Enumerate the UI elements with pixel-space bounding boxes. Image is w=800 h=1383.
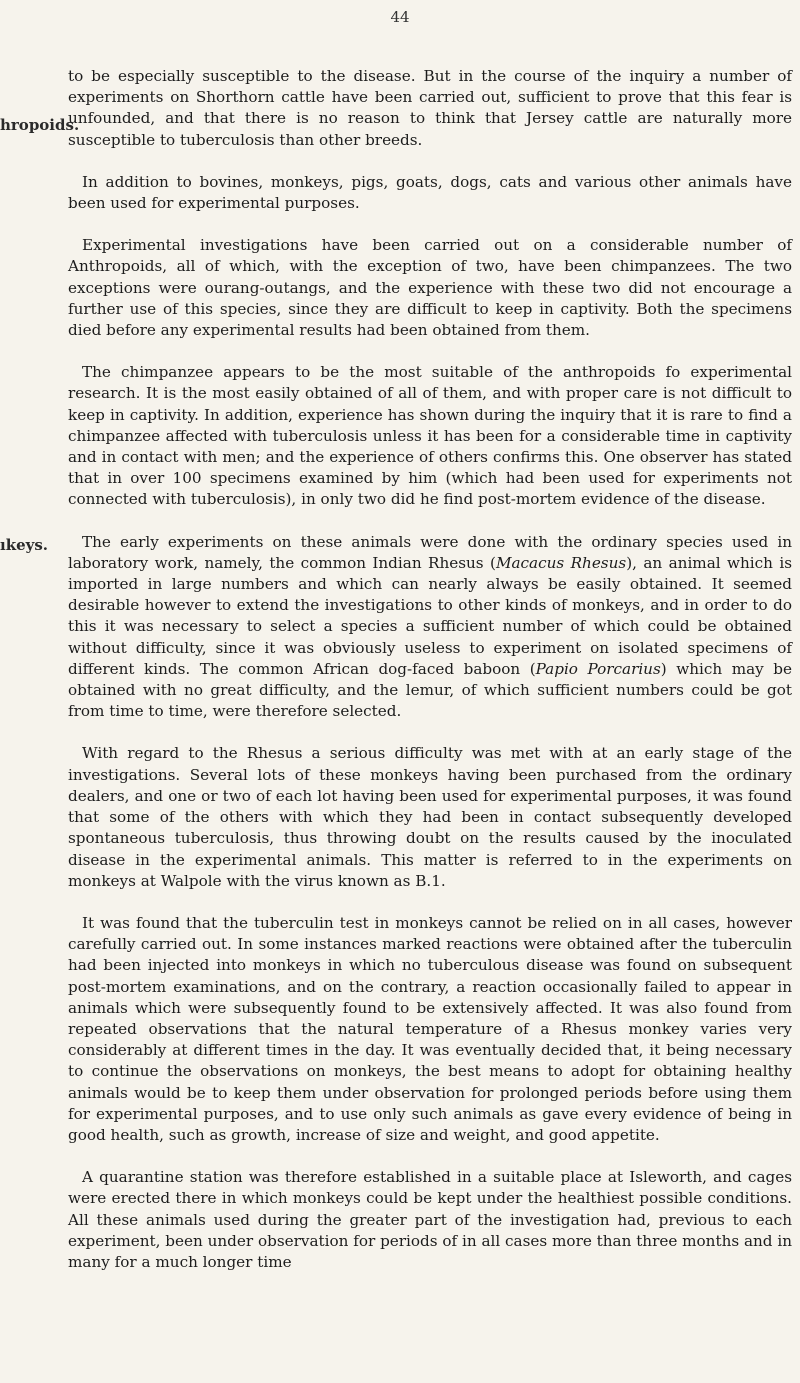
page-number: 44 (390, 8, 410, 26)
paragraph-4-part-c: ) which may be obtained with no great difficulty, and the lemur, of which sufficient numbers could be got from time to time, were therefore selected. (68, 659, 792, 721)
paragraph-3: The chimpanzee appears to be the most suitable of the anthropoids fo experimental research. It is the most easily obtained of all of them, and with proper care is not difficult to keep in captivity. In addition, experience has shown during the inquiry that it is rare to find a chimpanzee affected with tuberculosis unless it has been for a considerable time in captivity and in contact with men; and the experience of others confirms this. One observer has stated that in over 100 specimens examined by him (which had been used for experiments not connected with tuberculosis), in only two did he find post-mortem evidence of the disease. (68, 363, 792, 509)
paragraph-4-part-a: The early experiments on these animals were done with the ordinary species used in laboratory work, namely, the common Indian Rhesus ( (68, 532, 792, 572)
body-text (68, 66, 792, 1294)
paragraph-0: to be especially susceptible to the disease. But in the course of the inquiry a number of experiments on Shorthorn cattle have been carried out, sufficient to prove that this fear is unfounded, and that there is no reason to think that Jersey cattle are naturally more susceptible to tuberculosis than other breeds. (68, 67, 792, 149)
paragraph-4-part-b: ), an animal which is imported in large numbers and which can nearly always be easily obtained. It seemed desirable however to extend the investigations to other kinds of monkeys, and in order to do this it was necessary to select a species a sufficient number of which could be obtained without difficulty, since it was obviously useless to experiment on isolated specimens of different kinds. The common African dog-faced baboon ( (68, 553, 793, 678)
paragraph-7: A quarantine station was therefore established in a suitable place at Isleworth, and cages were erected there in which monkeys could be kept under the healthiest possible conditions. All these animals used during the greater part of the investigation had, previous to each experiment, been under observation for periods of in all cases more than three months and in many for a much longer time (68, 1168, 792, 1271)
paragraph-1: In addition to bovines, monkeys, pigs, goats, dogs, cats and various other animals have been used for experimental purposes. (68, 172, 792, 213)
margin-note-monkeys: ıkeys. (0, 536, 49, 554)
paragraph-2: Experimental investigations have been carried out on a considerable number of Anthropoids, all of which, with the exception of two, have been chimpanzees. The two exceptions were ourang-outangs, and the experience with these two did not encourage a further use of this species, since they are difficult to keep in captivity. Both the specimens died before any experimental results had been obtained from them. (68, 236, 792, 340)
paragraph-6: It was found that the tuberculin test in monkeys cannot be relied on in all cases, however carefully carried out. In some instances marked reactions were obtained after the tuberculin had been injected into monkeys in which no tuberculous disease was found on subsequent post-mortem examinations, and on the contrary, a reaction occasionally failed to appear in animals which were subsequently found to be extensively affected. It was also found from repeated observations that the natural temperature of a Rhesus monkey varies very considerably at different times in the day. It was eventually decided that, it being necessary to continue the observations on monkeys, the best means to adopt for obtaining healthy animals would be to keep them under observation for prolonged periods before using them for experimental purposes, and to use only such animals as gave every evidence of being in good health, such as growth, increase of size and weight, and good appetite. (68, 913, 792, 1144)
paragraph-5: With regard to the Rhesus a serious difficulty was met with at an early stage of the investigations. Several lots of these monkeys having been purchased from the ordinary dealers, and one or two of each lot having been used for experimental purposes, it was found that some of the others with which they had been in contact subsequently developed spontaneous tuberculosis, thus throwing doubt on the results caused by the inoculated disease in the experimental animals. This matter is referred to in the experiments on monkeys at Walpole with the virus known as B.1. (68, 744, 792, 890)
paragraph-4 (68, 532, 792, 723)
species-name-rhesus: Macacus Rhesus (495, 553, 627, 572)
species-name-baboon: Papio Porcarius (535, 659, 661, 678)
margin-note-anthropoids: hropoids. (0, 116, 80, 134)
